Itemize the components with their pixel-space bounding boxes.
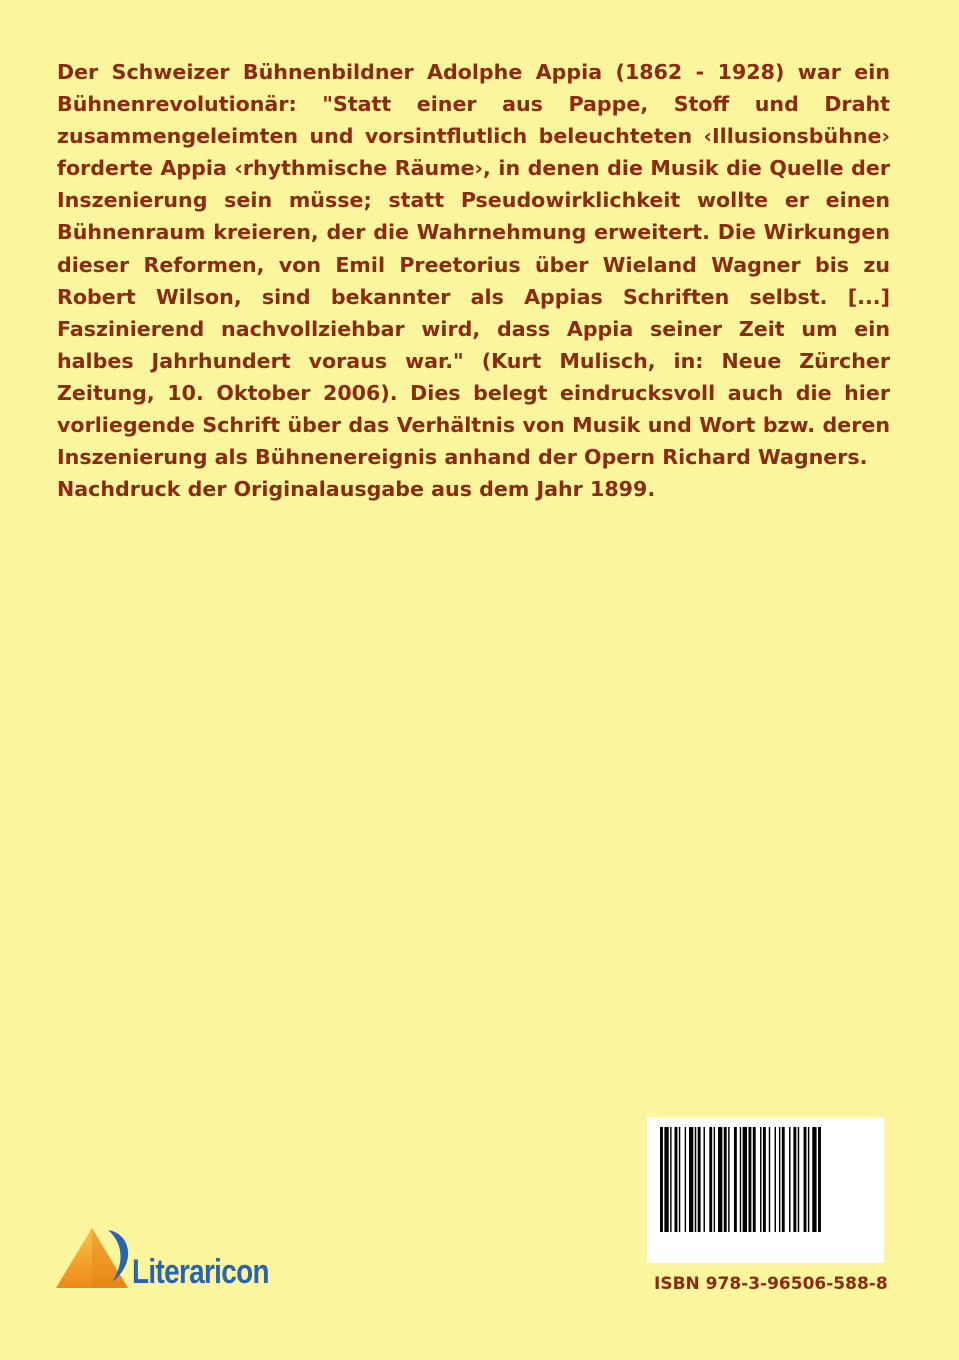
blurb-paragraph: Der Schweizer Bühnenbildner Adolphe Appia (1862 - 1928) war ein Bühnenrevolutionär: "Statt einer aus Pappe, Stoff und Draht zusammengeleimten und vorsintflutlich beleuchteten ‹Illusionsbühne› forderte Appia ‹rhythmische Räume›, in denen die Musik die Quelle der Inszenierung sein müsse; statt Pseudowirklichkeit wollte er einen Bühnenraum kreieren, der die Wahrnehmung erweitert. Die Wirkungen dieser Reformen, von Emil Preetorius über Wieland Wagner bis zu Robert Wilson, sind bekannter als Appias Schriften selbst. [...] Faszinierend nachvollziehbar wird, dass Appia seiner Zeit um ein halbes Jahrhundert voraus war." (Kurt Mulisch, in: Neue Zürcher Zeitung, 10. Oktober 2006). Dies belegt eindrucksvoll auch die hier vorliegende Schrift über das Verhältnis von Musik und Wort bzw. deren Inszenierung als Bühnenereignis anhand der Opern Richard Wagners.	[57, 60, 890, 470]
publisher-logo	[54, 1224, 314, 1296]
barcode-icon	[660, 1127, 872, 1232]
back-cover-blurb	[57, 56, 890, 505]
reprint-note: Nachdruck der Originalausgabe aus dem Jahr 1899.	[57, 477, 656, 502]
pyramid-swoosh-icon	[54, 1224, 134, 1292]
barcode-panel	[647, 1117, 884, 1263]
isbn-label: ISBN 978-3-96506-588-8	[654, 1274, 888, 1294]
publisher-name: Literaricon	[132, 1253, 269, 1291]
